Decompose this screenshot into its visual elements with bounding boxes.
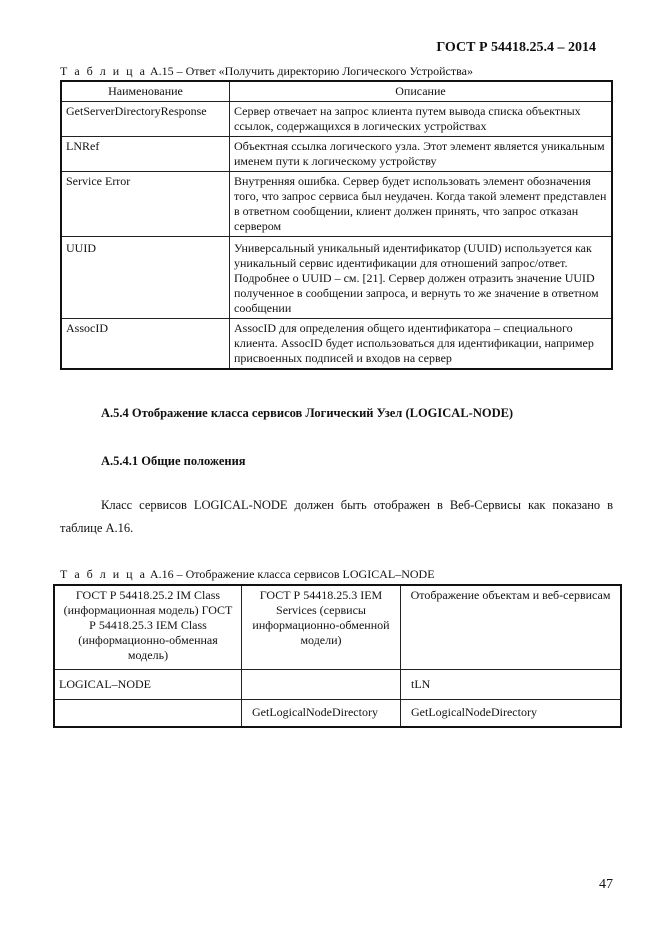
table-row [61, 237, 612, 319]
table-cell: Внутренняя ошибка. Сервер будет использовать элемент обозначения того, что запрос сервиса был неудачен. Когда такой элемент представлен в ответном сообщении, клиент должен принять, что запрос отказан сервером [230, 172, 613, 237]
table-cell: Service Error [61, 172, 230, 237]
table-cell: Универсальный уникальный идентификатор (UUID) используется как уникальный сервис идентификации для отношений запрос/ответ. Подробнее о UUID – см. [21]. Сервер должен отразить значение UUID полученное в сообщении запроса, и вернуть то же значение в ответном сообщении [230, 237, 613, 319]
caption-text: А.16 – Отображение класса сервисов LOGICAL–NODE [146, 567, 435, 581]
column-header: ГОСТ Р 54418.25.3 IEM Services (сервисы информационно-обменной модели) [242, 585, 401, 669]
table-cell: GetLogicalNodeDirectory [242, 699, 401, 727]
column-header: Наименование [61, 81, 230, 102]
caption-text: А.15 – Ответ «Получить директорию Логического Устройства» [146, 64, 473, 78]
caption-prefix: Т а б л и ц а [60, 64, 147, 78]
table-row [61, 137, 612, 172]
table-cell: AssocID для определения общего идентификатора – специального клиента. AssocID будет использоваться для идентификации, например присвоенных подписей и входов на сервер [230, 319, 613, 370]
table-cell [242, 669, 401, 699]
table-cell: Объектная ссылка логического узла. Этот элемент является уникальным именем пути к логическому устройству [230, 137, 613, 172]
section-heading-a54: А.5.4 Отображение класса сервисов Логический Узел (LOGICAL-NODE) [101, 406, 514, 420]
table-a15 [60, 80, 613, 370]
table-cell: Сервер отвечает на запрос клиента путем вывода списка объектных ссылок, содержащихся в логических устройствах [230, 102, 613, 137]
table-cell: UUID [61, 237, 230, 319]
table-row [61, 102, 612, 137]
table-row [61, 172, 612, 237]
section-heading-a541: А.5.4.1 Общие положения [101, 454, 246, 468]
table-cell: AssocID [61, 319, 230, 370]
body-paragraph: Класс сервисов LOGICAL-NODE должен быть отображен в Веб-Сервисы как показано в таблице А.16. [60, 498, 613, 535]
column-header: ГОСТ Р 54418.25.2 IM Class (информационная модель) ГОСТ Р 54418.25.3 IEM Class (информационно-обменная модель) [54, 585, 242, 669]
table-cell: LNRef [61, 137, 230, 172]
table-header-row [54, 585, 621, 669]
page-number: 47 [599, 877, 613, 892]
table-cell: GetServerDirectoryResponse [61, 102, 230, 137]
table-cell [54, 699, 242, 727]
table-header-row [61, 81, 612, 102]
table-a15-caption [60, 64, 473, 79]
column-header: Описание [230, 81, 613, 102]
table-cell: LOGICAL–NODE [54, 669, 242, 699]
caption-prefix: Т а б л и ц а [60, 567, 147, 581]
document-header: ГОСТ Р 54418.25.4 – 2014 [436, 40, 596, 55]
table-cell: tLN [401, 669, 622, 699]
table-a16 [53, 584, 622, 728]
table-row [54, 669, 621, 699]
table-row [61, 319, 612, 370]
table-cell: GetLogicalNodeDirectory [401, 699, 622, 727]
table-row [54, 699, 621, 727]
table-a16-caption [60, 567, 435, 582]
column-header: Отображение объектам и веб-сервисам [401, 585, 622, 669]
